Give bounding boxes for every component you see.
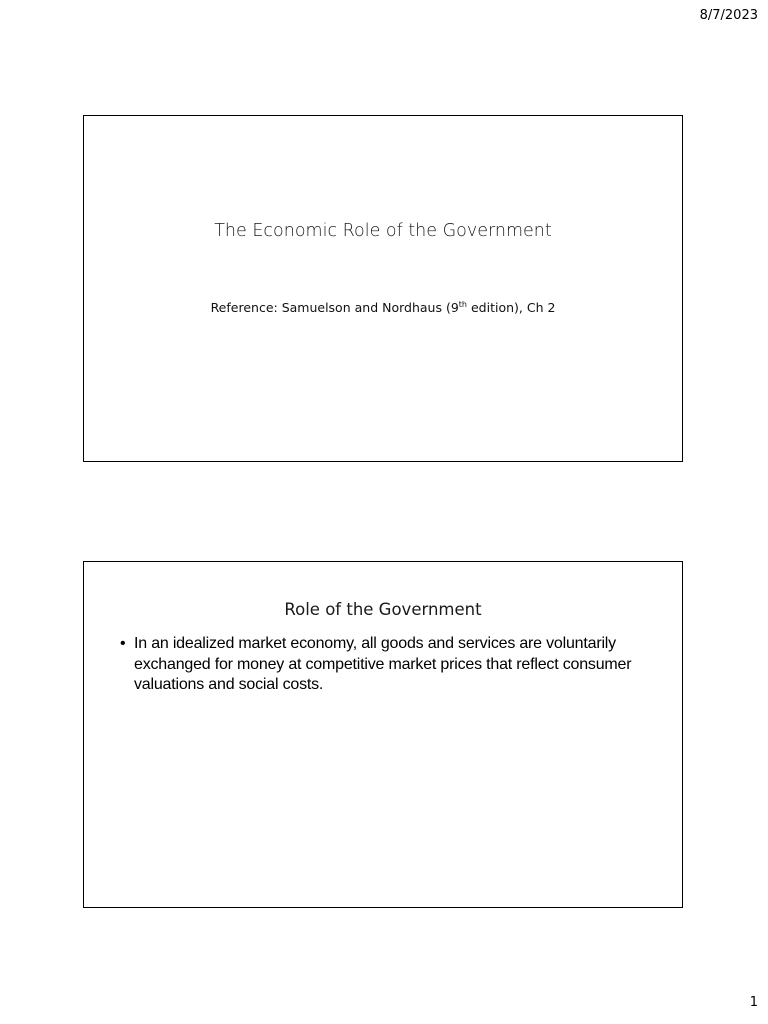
- slide-1: [83, 115, 683, 462]
- reference-suffix: edition), Ch 2: [467, 300, 556, 315]
- slide-2: [83, 561, 683, 908]
- slide-title: Role of the Government: [284, 600, 482, 619]
- bullet-icon: •: [120, 635, 126, 652]
- bullet-text: In an idealized market economy, all goods and services are voluntarily exchanged for money at competitive market prices that reflect consumer valuations and social costs.: [134, 635, 632, 693]
- slide-reference: [84, 300, 682, 315]
- page-date: 8/7/2023: [699, 8, 758, 23]
- reference-prefix: Reference: Samuelson and Nordhaus (9: [210, 300, 459, 315]
- reference-superscript: th: [458, 299, 467, 309]
- bullet-list: [120, 634, 640, 696]
- slide-title: The Economic Role of the Government: [214, 221, 552, 241]
- page-number: 1: [749, 995, 758, 1010]
- bullet-item: [120, 634, 640, 696]
